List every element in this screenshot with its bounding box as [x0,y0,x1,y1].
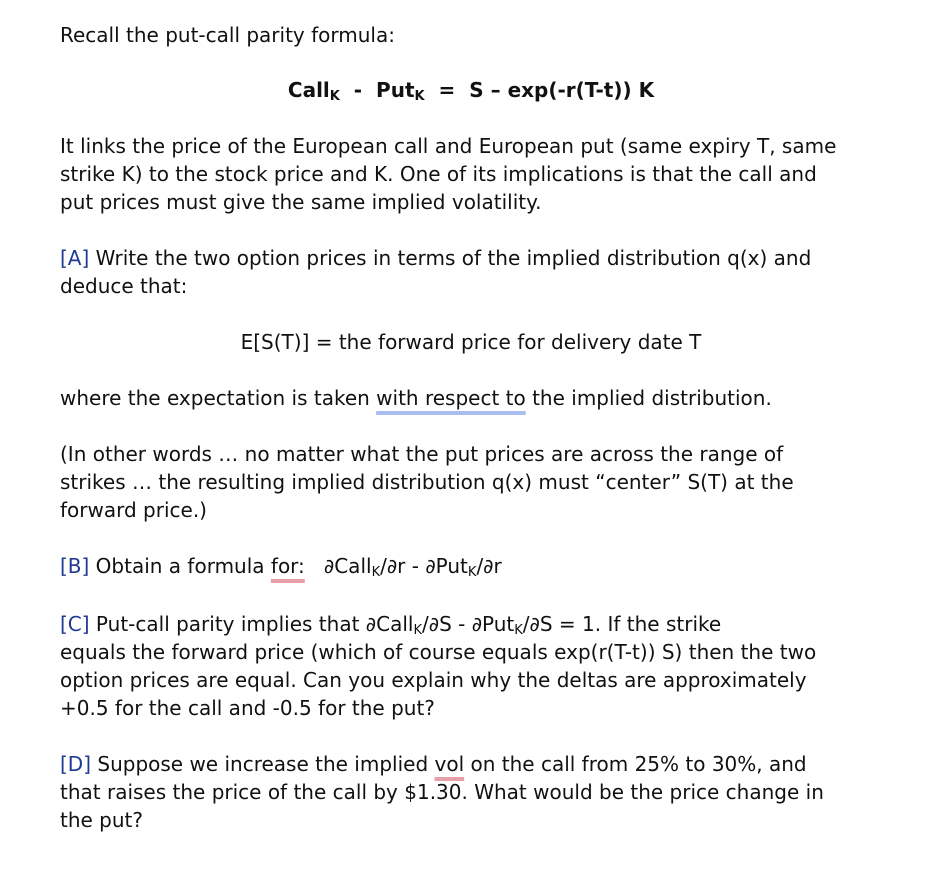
grammar-underline-phrase[interactable]: with respect to [376,386,526,410]
intro-text: Recall the put-call parity formula: [60,23,395,47]
part-b-text: Obtain a formula [89,554,271,578]
formula-equals: = [438,78,456,102]
formula-call: Call [287,78,330,102]
paren-line: forward price.) [60,498,207,522]
paren-line: strikes … the resulting implied distribution q(x) must “center” S(T) at the [60,470,794,494]
formula-put: Put [376,78,415,102]
spelling-underline-word[interactable]: vol [434,752,465,776]
formula-put-subscript: K [414,89,425,104]
where-text: where the expectation is taken [60,386,377,410]
part-c-line: equals the forward price (which of course equals exp(r(T-t)) S) then the two [60,640,817,664]
part-b-expr-call: ∂Call [323,554,372,578]
part-d-line: that raises the price of the call by $1.30. What would be the price change in [60,780,824,804]
formula-minus: - [353,78,363,102]
part-c-line: option prices are equal. Can you explain why the deltas are approximately [60,668,807,692]
paren-line: (In other words … no matter what the put prices are across the range of [60,442,784,466]
part-b-expr-end: /∂r [476,554,502,578]
expectation-equation: E[S(T)] = the forward price for delivery date T [240,330,702,354]
formula-rhs: S – exp(-r(T-t)) K [469,78,655,102]
paragraph-line: strike K) to the stock price and K. One of its implications is that the call and [60,162,817,186]
part-a-line: deduce that: [60,274,188,298]
where-text-end: the implied distribution. [525,386,772,410]
part-a-line [60,244,811,272]
part-a-where-line [60,384,772,412]
part-c-text: /∂S = 1. If the strike [522,612,722,636]
part-b-subscript: K [467,565,477,580]
part-d-tag: [D] [60,752,92,776]
part-b-subscript: K [371,565,381,580]
part-c-subscript: K [413,623,422,638]
part-c-text: Put-call parity implies that ∂Call [89,612,414,636]
part-b-expr-mid: /∂r - ∂Put [380,554,468,578]
part-c-tag: [C] [60,612,90,636]
parity-formula [0,76,942,111]
part-d-text: Suppose we increase the implied [91,752,435,776]
part-c-text: /∂S - ∂Put [421,612,515,636]
paragraph-line: put prices must give the same implied volatility. [60,190,542,214]
part-c-line: +0.5 for the call and -0.5 for the put? [60,696,435,720]
part-d-text: on the call from 25% to 30%, and [464,752,807,776]
part-d-line: the put? [60,808,144,832]
formula-call-subscript: K [329,89,340,104]
part-c-subscript: K [514,623,523,638]
part-a-tag: [A] [60,246,90,270]
paragraph-line: It links the price of the European call and European put (same expiry T, same [60,134,837,158]
part-b-line [60,552,502,587]
part-b-tag: [B] [60,554,90,578]
spelling-underline-word[interactable]: for: [270,554,305,578]
part-a-text: Write the two option prices in terms of the implied distribution q(x) and [89,246,812,270]
part-d-line [60,750,807,778]
